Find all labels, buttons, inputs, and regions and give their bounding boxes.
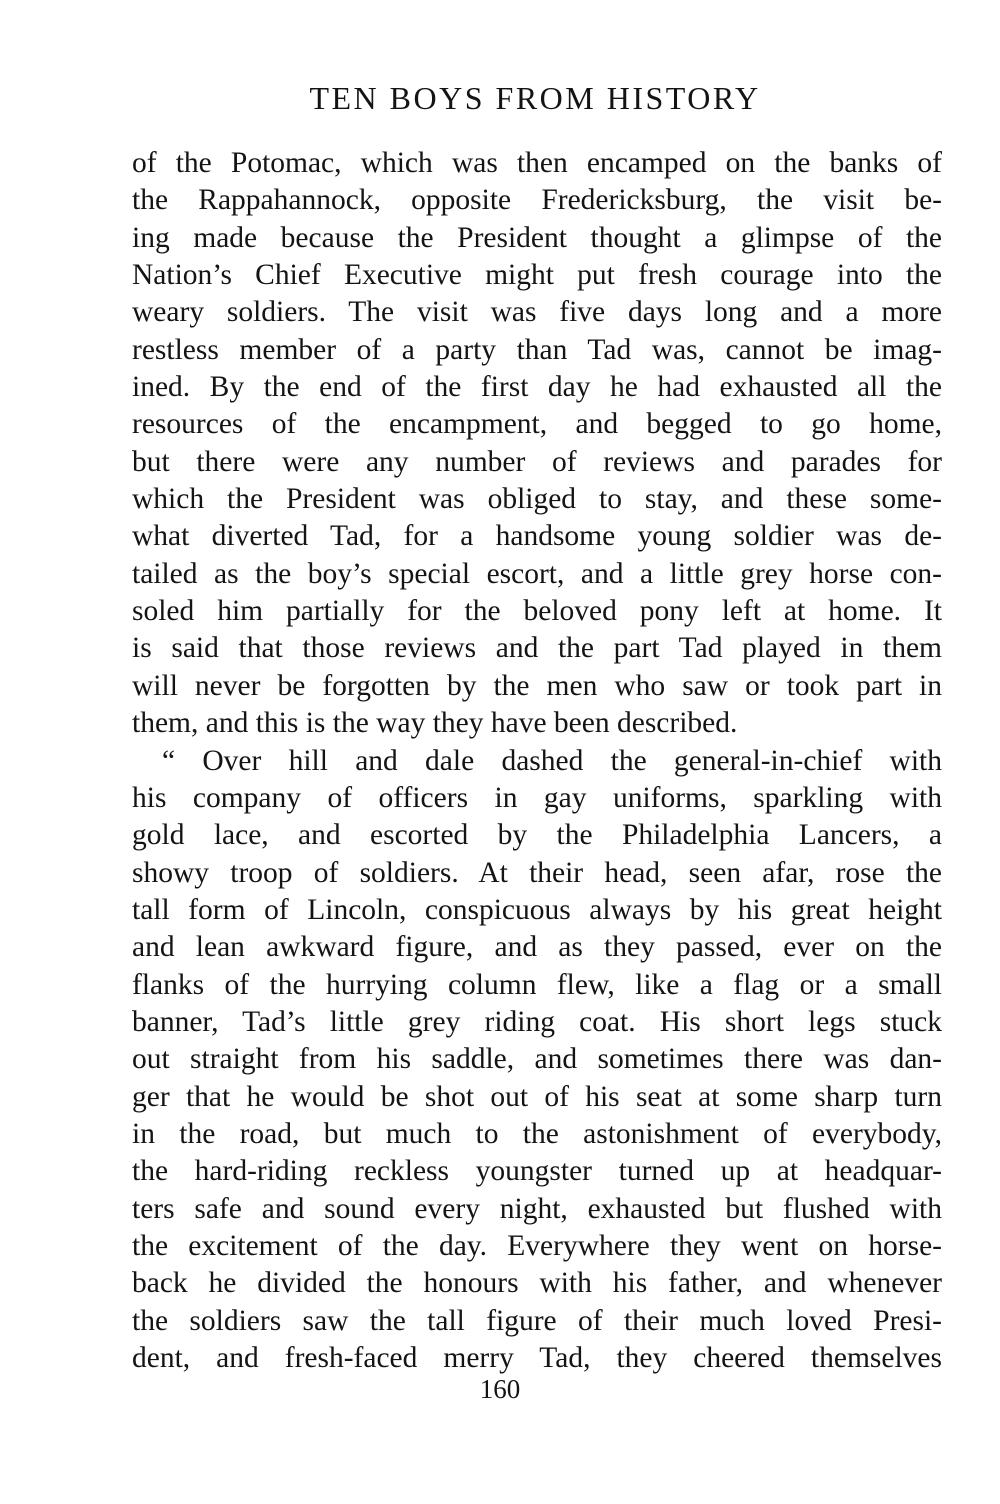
- text-line: the Rappahannock, opposite Fredericksburg, the visit be-: [132, 184, 942, 217]
- text-line: the excitement of the day. Everywhere they went on horse-: [132, 1229, 942, 1262]
- body-text: [132, 145, 942, 1377]
- text-line: ger that he would be shot out of his seat at some sharp turn: [132, 1080, 942, 1113]
- text-line: will never be forgotten by the men who saw or took part in: [132, 669, 942, 702]
- text-line: gold lace, and escorted by the Philadelphia Lancers, a: [132, 819, 942, 852]
- text-line: “ Over hill and dale dashed the general-in-chief with: [162, 744, 942, 777]
- text-line: weary soldiers. The visit was five days long and a more: [132, 296, 942, 329]
- text-line: restless member of a party than Tad was, cannot be imag-: [132, 333, 942, 366]
- text-line: and lean awkward figure, and as they passed, ever on the: [132, 931, 942, 964]
- text-line: in the road, but much to the astonishment of everybody,: [132, 1117, 942, 1150]
- text-line: what diverted Tad, for a handsome young soldier was de-: [132, 520, 942, 553]
- text-line: ined. By the end of the first day he had exhausted all the: [132, 371, 942, 404]
- text-line: tailed as the boy’s special escort, and a little grey horse con-: [132, 557, 942, 590]
- text-line: them, and this is the way they have been described.: [132, 707, 738, 740]
- text-line: tall form of Lincoln, conspicuous always by his great height: [132, 893, 942, 926]
- text-line: is said that those reviews and the part Tad played in them: [132, 632, 942, 665]
- page-number: 160: [479, 1374, 521, 1404]
- text-line: which the President was obliged to stay, and these some-: [132, 483, 942, 516]
- text-line: dent, and fresh-faced merry Tad, they cheered themselves: [132, 1342, 942, 1374]
- text-line: showy troop of soldiers. At their head, seen afar, rose the: [132, 856, 942, 889]
- text-line: flanks of the hurrying column flew, like a flag or a small: [132, 968, 942, 1001]
- running-head: TEN BOYS FROM HISTORY: [309, 80, 761, 116]
- text-line: soled him partially for the beloved pony left at home. It: [132, 595, 942, 628]
- text-line: Nation’s Chief Executive might put fresh courage into the: [132, 259, 942, 292]
- text-line: the hard-riding reckless youngster turned up at headquar-: [132, 1155, 942, 1188]
- text-line: ing made because the President thought a glimpse of the: [132, 221, 942, 254]
- text-line: of the Potomac, which was then encamped on the banks of: [132, 147, 942, 179]
- text-line: the soldiers saw the tall figure of their much loved Presi-: [132, 1304, 942, 1337]
- text-line: ters safe and sound every night, exhausted but flushed with: [132, 1192, 942, 1225]
- text-line: back he divided the honours with his father, and whenever: [132, 1267, 942, 1300]
- text-line: resources of the encampment, and begged to go home,: [132, 408, 942, 441]
- text-line: out straight from his saddle, and sometimes there was dan-: [132, 1043, 942, 1076]
- text-line: banner, Tad’s little grey riding coat. His short legs stuck: [132, 1005, 942, 1038]
- text-line: but there were any number of reviews and parades for: [132, 445, 942, 478]
- text-line: his company of officers in gay uniforms, sparkling with: [132, 781, 942, 814]
